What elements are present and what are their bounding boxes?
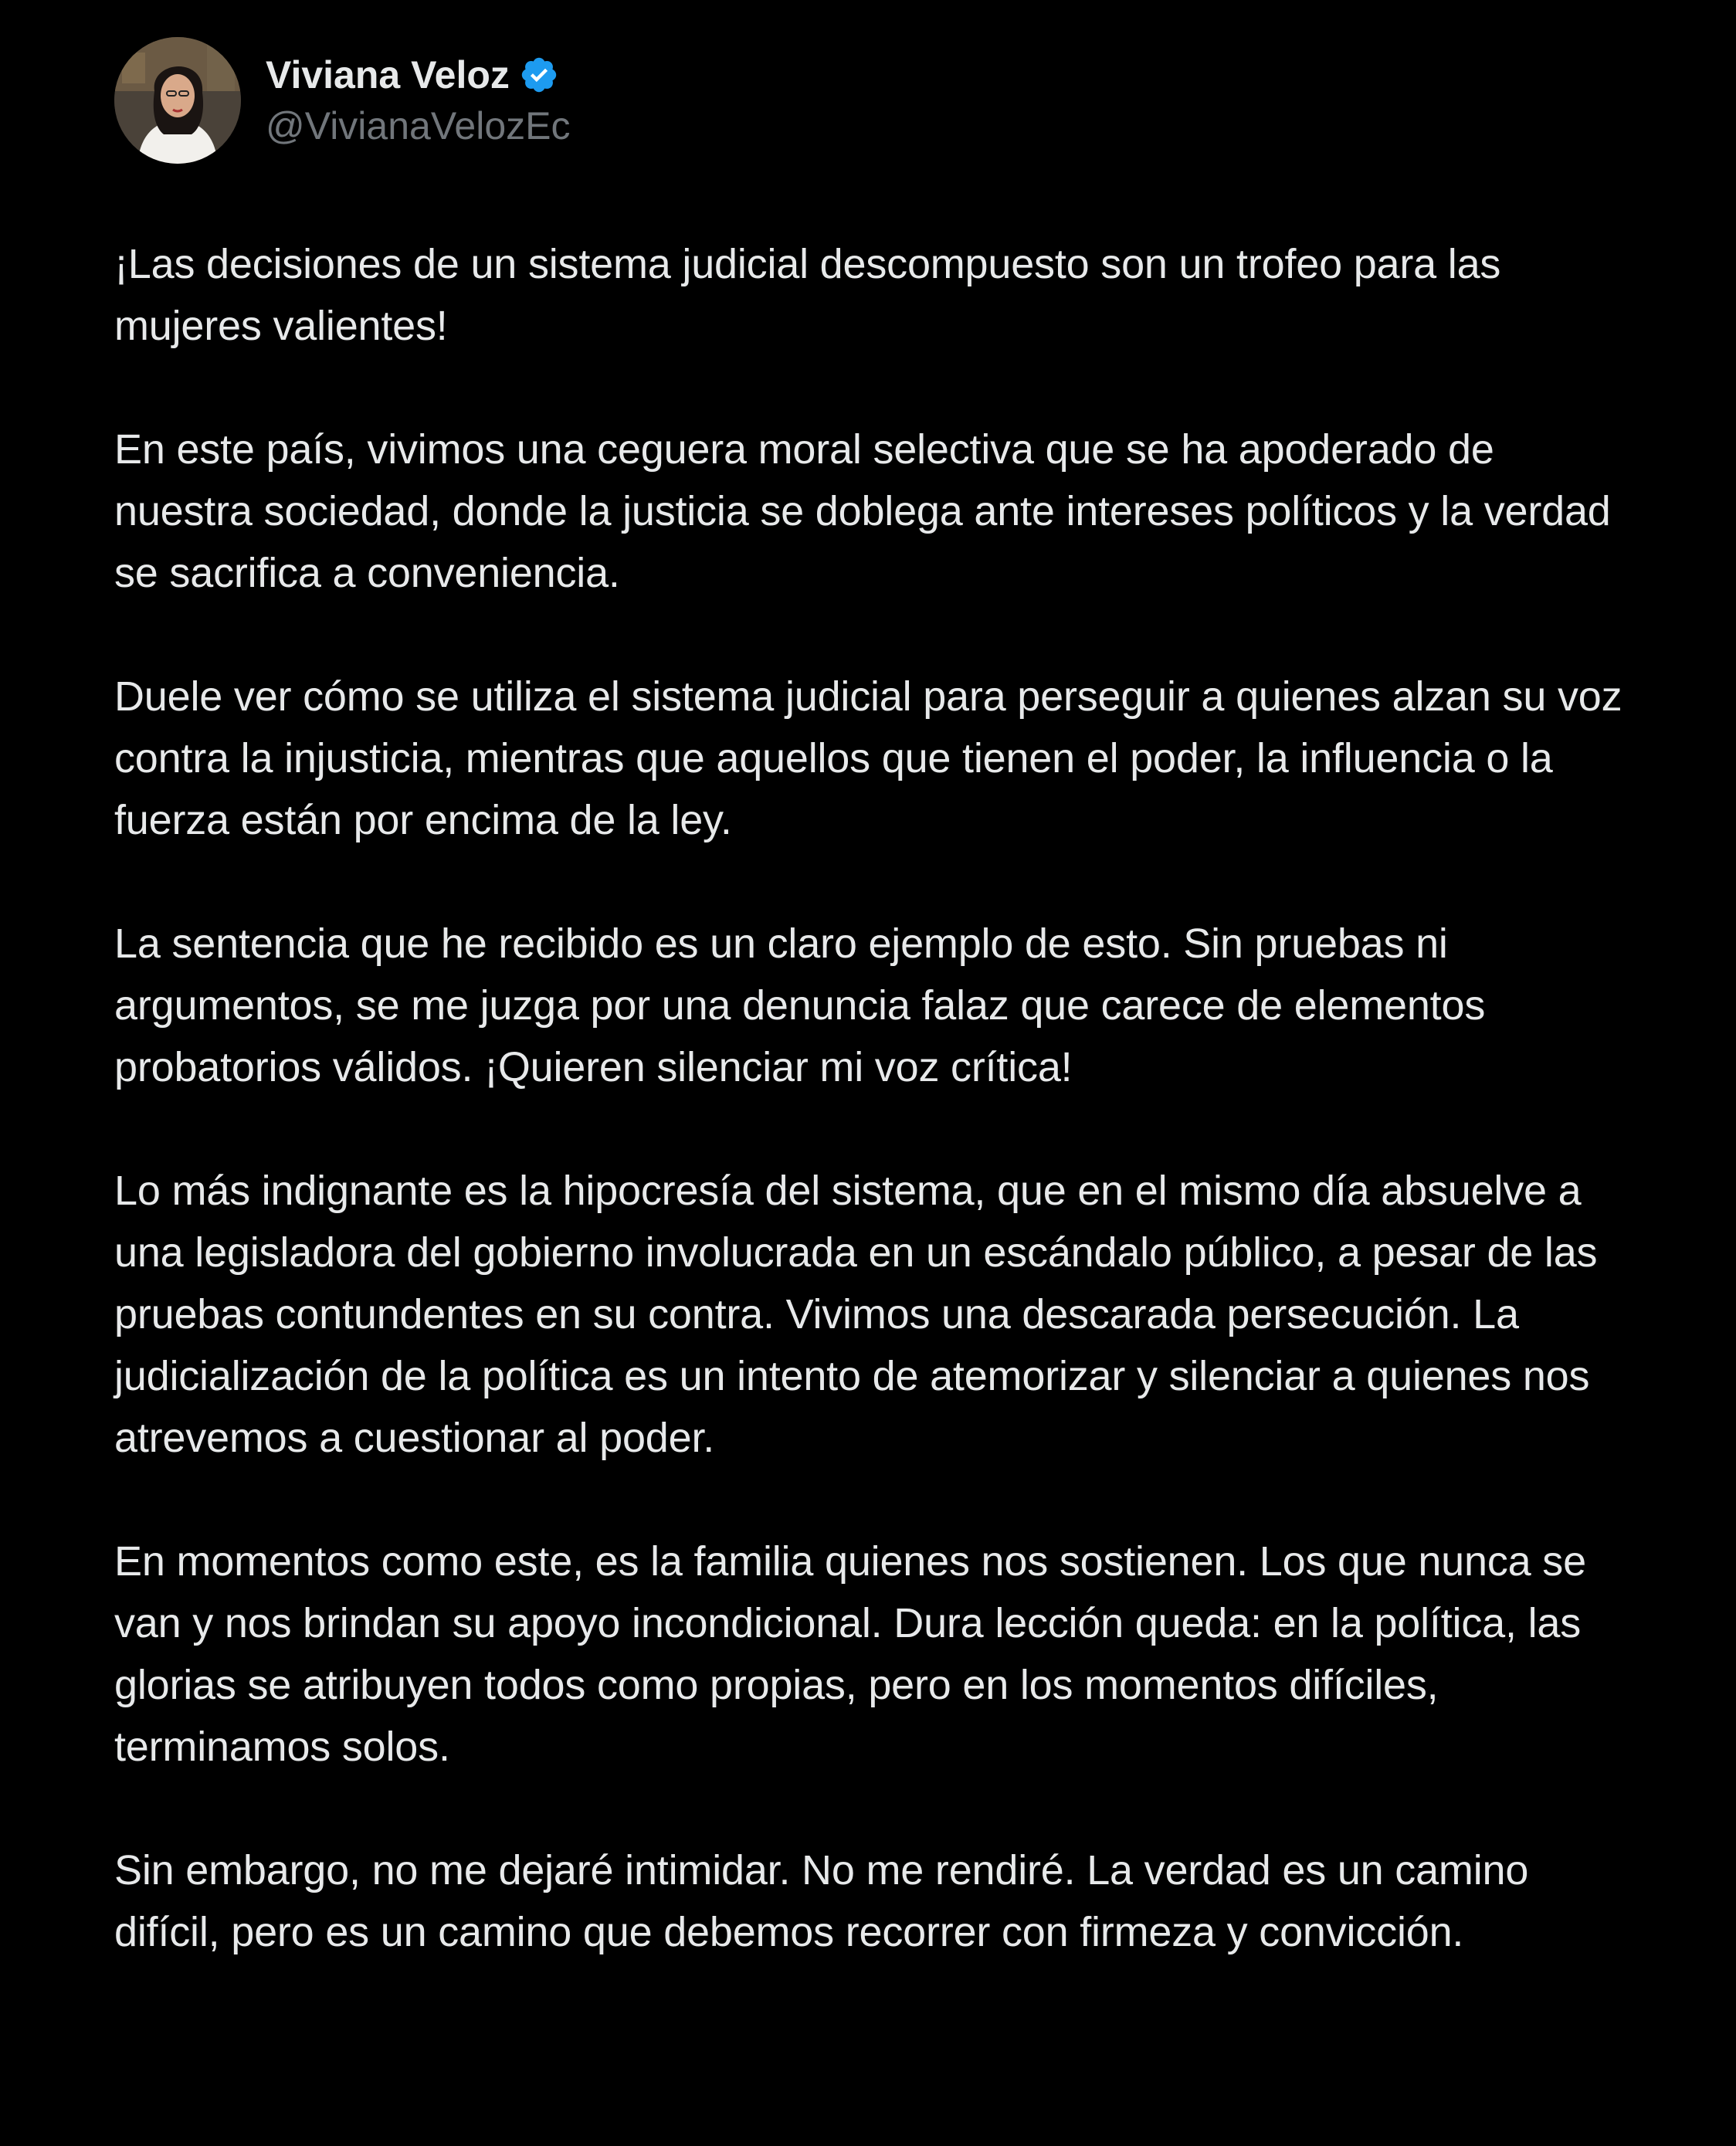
user-handle[interactable]: @VivianaVelozEc xyxy=(266,104,571,147)
display-name[interactable]: Viviana Veloz xyxy=(266,53,510,97)
tweet-header xyxy=(114,37,571,164)
tweet-paragraph: Duele ver cómo se utiliza el sistema judicial para perseguir a quienes alzan su voz contra la injusticia, mientras que aquellos que tienen el poder, la influencia o la fuerza están por encima de la ley. xyxy=(114,673,1622,843)
verified-badge-icon[interactable] xyxy=(519,55,559,95)
author-identity xyxy=(266,49,571,151)
tweet-text xyxy=(114,233,1643,1963)
avatar[interactable] xyxy=(114,37,241,164)
tweet-paragraph: ¡Las decisiones de un sistema judicial descompuesto son un trofeo para las mujeres valientes! xyxy=(114,241,1501,349)
tweet-paragraph: En momentos como este, es la familia quienes nos sostienen. Los que nunca se van y nos brindan su apoyo incondicional. Dura lección queda: en la política, las glorias se atribuyen todos como propias, pero en los momentos difíciles, terminamos solos. xyxy=(114,1538,1586,1770)
tweet-paragraph: Sin embargo, no me dejaré intimidar. No me rendiré. La verdad es un camino difícil, pero es un camino que debemos recorrer con firmeza y convicción. xyxy=(114,1847,1529,1955)
tweet-paragraph: Lo más indignante es la hipocresía del sistema, que en el mismo día absuelve a una legisladora del gobierno involucrada en un escándalo público, a pesar de las pruebas contundentes en su contra. Vivimos una descarada persecución. La judicialización de la política es un intento de atemorizar y silenciar a quienes nos atrevemos a cuestionar al poder. xyxy=(114,1168,1598,1461)
tweet-paragraph: La sentencia que he recibido es un claro ejemplo de esto. Sin pruebas ni argumentos, se me juzga por una denuncia falaz que carece de elementos probatorios válidos. ¡Quieren silenciar mi voz crítica! xyxy=(114,920,1486,1090)
name-row xyxy=(266,49,571,100)
tweet-paragraph: En este país, vivimos una ceguera moral selectiva que se ha apoderado de nuestra sociedad, donde la justicia se doblega ante intereses políticos y la verdad se sacrifica a conveniencia. xyxy=(114,426,1611,596)
profile-photo xyxy=(114,37,241,164)
